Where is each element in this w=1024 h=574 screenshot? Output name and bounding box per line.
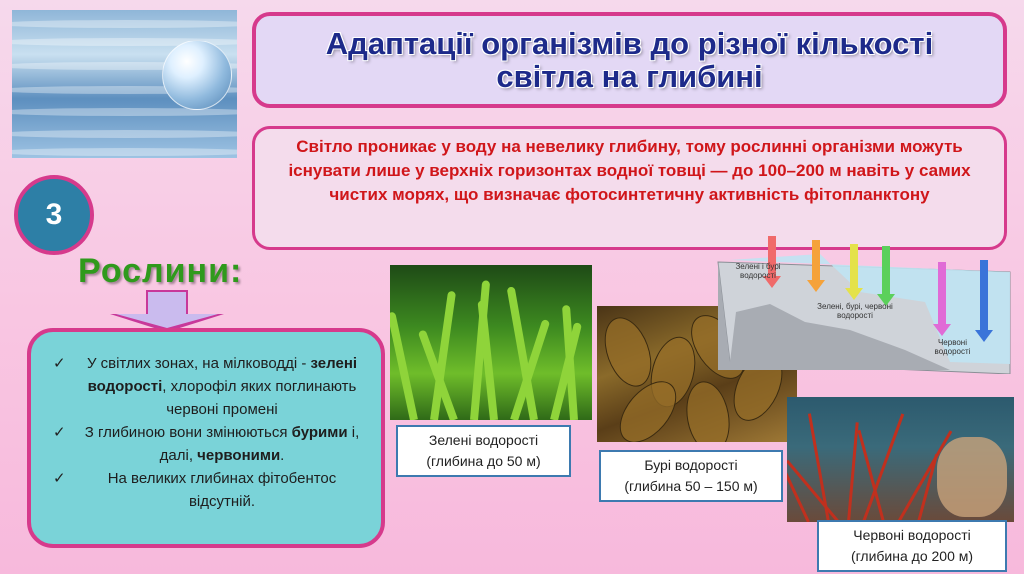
diagram-label-shallow: Зелені і бурі водорості (735, 262, 781, 280)
checkmark-icon: ✓ (53, 424, 66, 441)
info-text: Світло проникає у воду на невелику глибину, тому рослинні організми можуть існувати лише у верхніх горизонтах водної товщі — до 100–200 м навіть у самих чистих морях, що визначає фотосинтетичну активність фітопланктону (288, 137, 971, 204)
depth-diagram (710, 232, 1020, 374)
red-algae-depth: (глибина до 200 м) (850, 548, 974, 564)
list-item-2-bold-brown: бурими (291, 424, 348, 441)
list-item-1-bold: зелені водорості (87, 355, 358, 395)
title-box (252, 12, 1007, 108)
green-algae-name: Зелені водорості (428, 432, 539, 448)
list-item (53, 352, 369, 421)
slide-number-badge (14, 175, 94, 255)
brown-algae-caption (599, 450, 783, 502)
green-algae-caption (396, 425, 571, 477)
red-algae-caption (817, 520, 1007, 572)
brown-algae-depth: (глибина 50 – 150 м) (624, 478, 758, 494)
list-item (53, 421, 369, 467)
title-line-2: світла на глибині (496, 59, 763, 94)
list-item-2-mid: і, далі, (159, 424, 360, 464)
brown-algae-name: Бурі водорості (644, 457, 738, 473)
checkmark-icon: ✓ (53, 355, 66, 372)
title-line-1: Адаптації організмів до різної кількості (325, 26, 934, 61)
list-item-1-text: У світлих зонах, на мілководді - (86, 355, 307, 372)
page-title (326, 27, 933, 93)
list-item-1-rest: , хлорофіл яких поглинають червоні промені (162, 378, 357, 418)
down-arrow-head-fill (116, 314, 218, 328)
green-algae-image (390, 265, 592, 420)
checkmark-icon: ✓ (53, 470, 66, 487)
slide-number: 3 (45, 198, 63, 231)
plants-list (53, 352, 369, 513)
red-algae-image (787, 397, 1014, 522)
diagram-label-middle: Зелені, бурі, червоні водорості (817, 302, 893, 320)
diagram-label-deep: Червоні водорості (934, 338, 971, 356)
list-item-3-text: На великих глибинах фітобентос відсутній. (107, 470, 337, 510)
list-item-2-end: . (280, 447, 285, 464)
water-sphere-image (12, 10, 237, 158)
plants-list-box (27, 328, 385, 548)
green-algae-depth: (глибина до 50 м) (426, 453, 541, 469)
list-item-2-bold-red: червоними (197, 447, 281, 464)
red-algae-name: Червоні водорості (853, 527, 971, 543)
plants-heading: Рослини: (78, 252, 243, 290)
list-item-2-text: З глибиною вони змінюються (84, 424, 288, 441)
list-item (53, 467, 369, 513)
